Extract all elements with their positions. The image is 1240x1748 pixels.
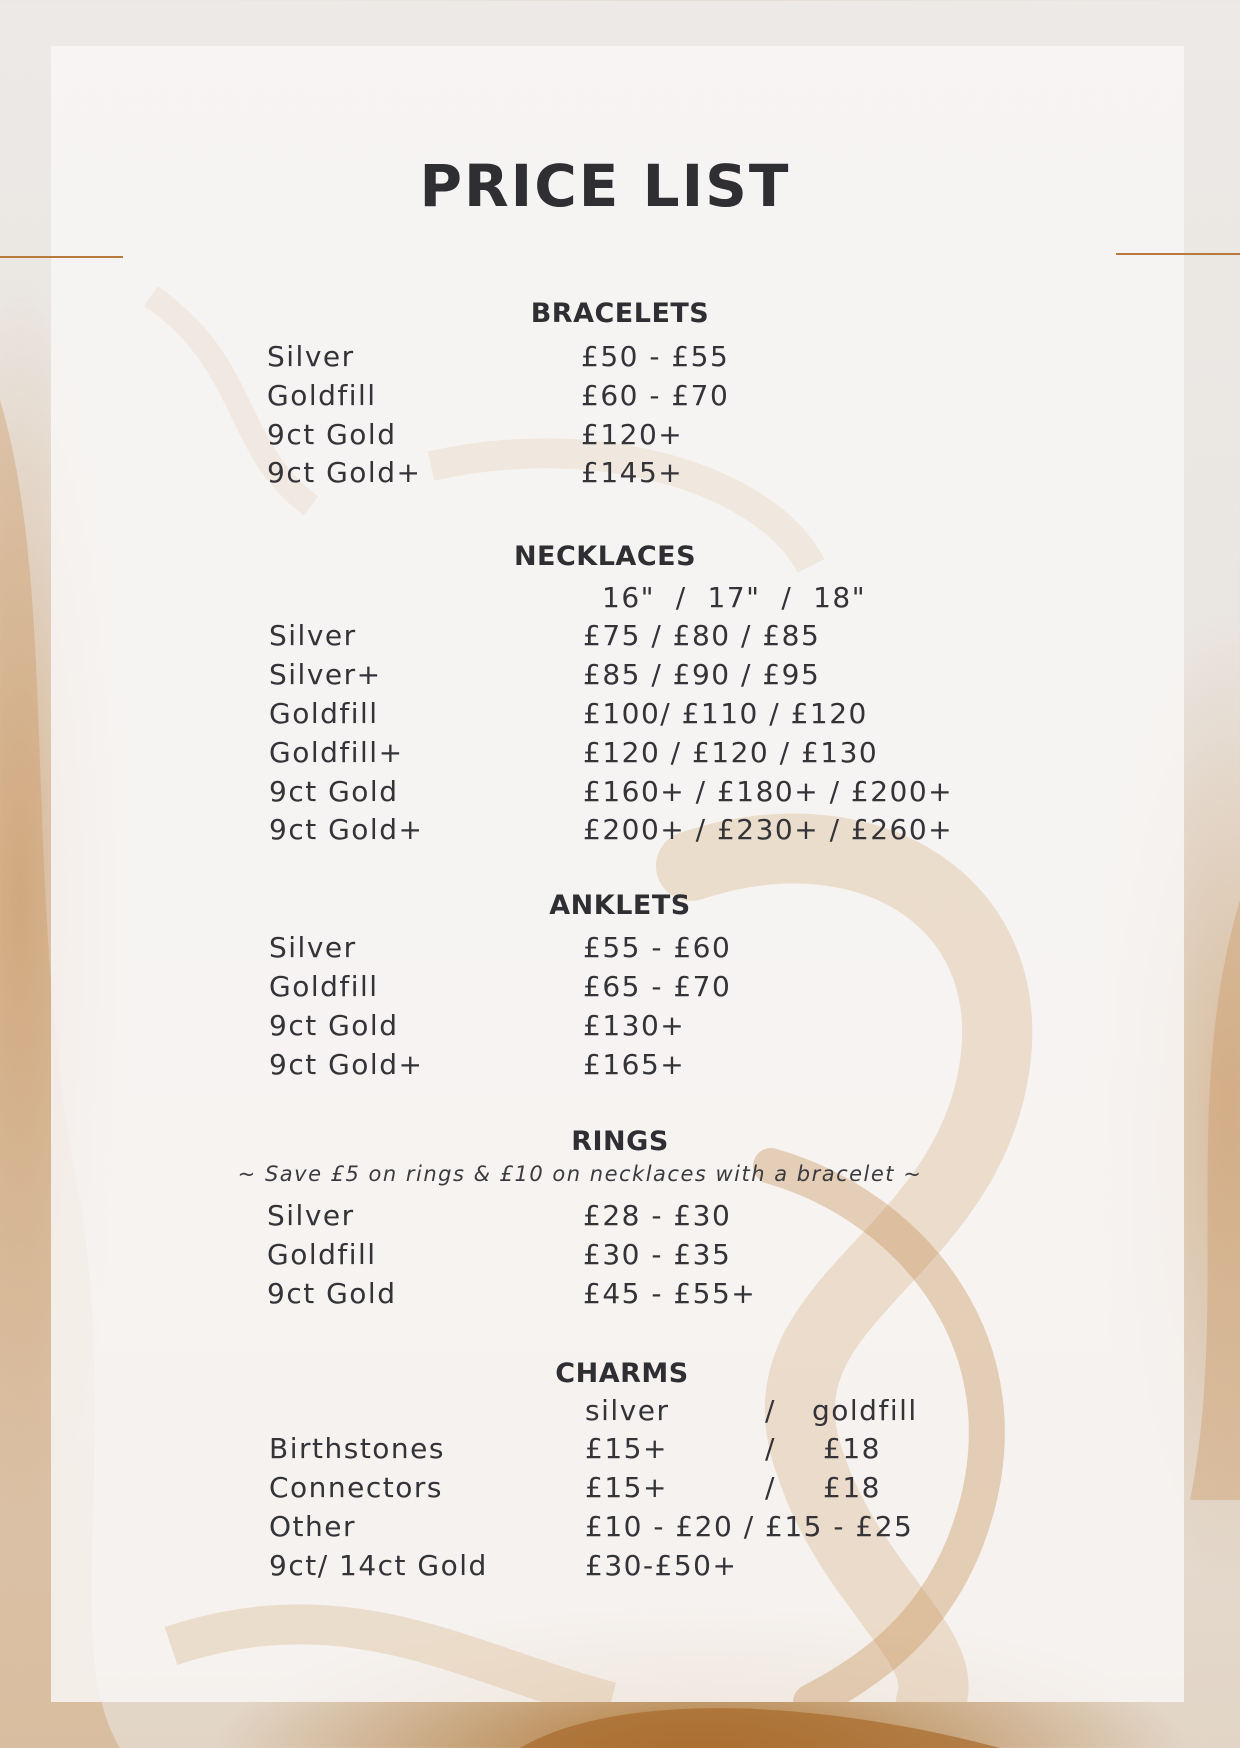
row-price: £165+ bbox=[583, 1048, 686, 1081]
row-label: 9ct Gold bbox=[267, 1277, 397, 1310]
left-accent-rule bbox=[0, 256, 123, 258]
row-label: 9ct Gold bbox=[267, 418, 397, 451]
row-label: Silver bbox=[267, 1199, 355, 1232]
right-accent-rule bbox=[1116, 253, 1240, 255]
row-label: 9ct Gold bbox=[269, 775, 399, 808]
column-separator: / bbox=[765, 1394, 776, 1427]
charms-row bbox=[269, 1471, 969, 1509]
row-label: 9ct/ 14ct Gold bbox=[269, 1549, 488, 1582]
row-label: Silver bbox=[269, 931, 357, 964]
charms-row bbox=[269, 1549, 969, 1587]
bracelets-heading: BRACELETS bbox=[530, 298, 710, 329]
row-price: £130+ bbox=[583, 1009, 686, 1042]
row-label: Other bbox=[269, 1510, 357, 1543]
charms-heading: CHARMS bbox=[555, 1358, 689, 1389]
rings-discount-note: ~ Save £5 on rings & £10 on necklaces with a bracelet ~ bbox=[237, 1162, 923, 1186]
charms-row bbox=[269, 1510, 969, 1548]
row-label: Silver bbox=[267, 340, 355, 373]
row-price: £10 - £20 / £15 - £25 bbox=[585, 1510, 914, 1543]
row-label: Goldfill bbox=[267, 1238, 377, 1271]
row-label: Connectors bbox=[269, 1471, 444, 1504]
silver-column-label: silver bbox=[585, 1394, 670, 1427]
row-price: £55 - £60 bbox=[583, 931, 732, 964]
row-price: £28 - £30 bbox=[583, 1199, 732, 1232]
row-price: £30 - £35 bbox=[583, 1238, 732, 1271]
row-label: 9ct Gold+ bbox=[269, 813, 424, 846]
row-price: £120+ bbox=[581, 418, 684, 451]
rings-heading: RINGS bbox=[571, 1126, 669, 1157]
row-label: 9ct Gold+ bbox=[269, 1048, 424, 1081]
row-label: Goldfill bbox=[269, 697, 379, 730]
column-separator: / bbox=[765, 1432, 776, 1465]
silver-price: £15+ bbox=[585, 1471, 668, 1504]
row-price: £120 / £120 / £130 bbox=[583, 736, 879, 769]
row-price: £100/ £110 / £120 bbox=[583, 697, 868, 730]
row-price: £60 - £70 bbox=[581, 379, 730, 412]
row-label: 9ct Gold+ bbox=[267, 456, 422, 489]
silver-price: £15+ bbox=[585, 1432, 668, 1465]
row-price: £30-£50+ bbox=[585, 1549, 738, 1582]
page-title: PRICE LIST bbox=[419, 152, 791, 220]
row-label: Silver+ bbox=[269, 658, 382, 691]
row-price: £45 - £55+ bbox=[583, 1277, 757, 1310]
charms-column-header bbox=[585, 1394, 985, 1432]
row-price: £50 - £55 bbox=[581, 340, 730, 373]
row-price: £85 / £90 / £95 bbox=[583, 658, 821, 691]
row-price: £160+ / £180+ / £200+ bbox=[583, 775, 954, 808]
column-separator: / bbox=[765, 1471, 776, 1504]
goldfill-price: £18 bbox=[823, 1432, 881, 1465]
row-label: Goldfill bbox=[267, 379, 377, 412]
goldfill-column-label: goldfill bbox=[812, 1394, 918, 1427]
row-price: £200+ / £230+ / £260+ bbox=[583, 813, 954, 846]
row-price: £65 - £70 bbox=[583, 970, 732, 1003]
charms-row bbox=[269, 1432, 969, 1470]
anklets-heading: ANKLETS bbox=[549, 890, 691, 921]
row-price: £145+ bbox=[581, 456, 684, 489]
row-label: 9ct Gold bbox=[269, 1009, 399, 1042]
necklace-sizes: 16" / 17" / 18" bbox=[602, 581, 867, 614]
row-label: Silver bbox=[269, 619, 357, 652]
necklaces-heading: NECKLACES bbox=[513, 541, 697, 572]
goldfill-price: £18 bbox=[823, 1471, 881, 1504]
row-label: Goldfill bbox=[269, 970, 379, 1003]
row-label: Birthstones bbox=[269, 1432, 445, 1465]
row-price: £75 / £80 / £85 bbox=[583, 619, 821, 652]
row-label: Goldfill+ bbox=[269, 736, 404, 769]
